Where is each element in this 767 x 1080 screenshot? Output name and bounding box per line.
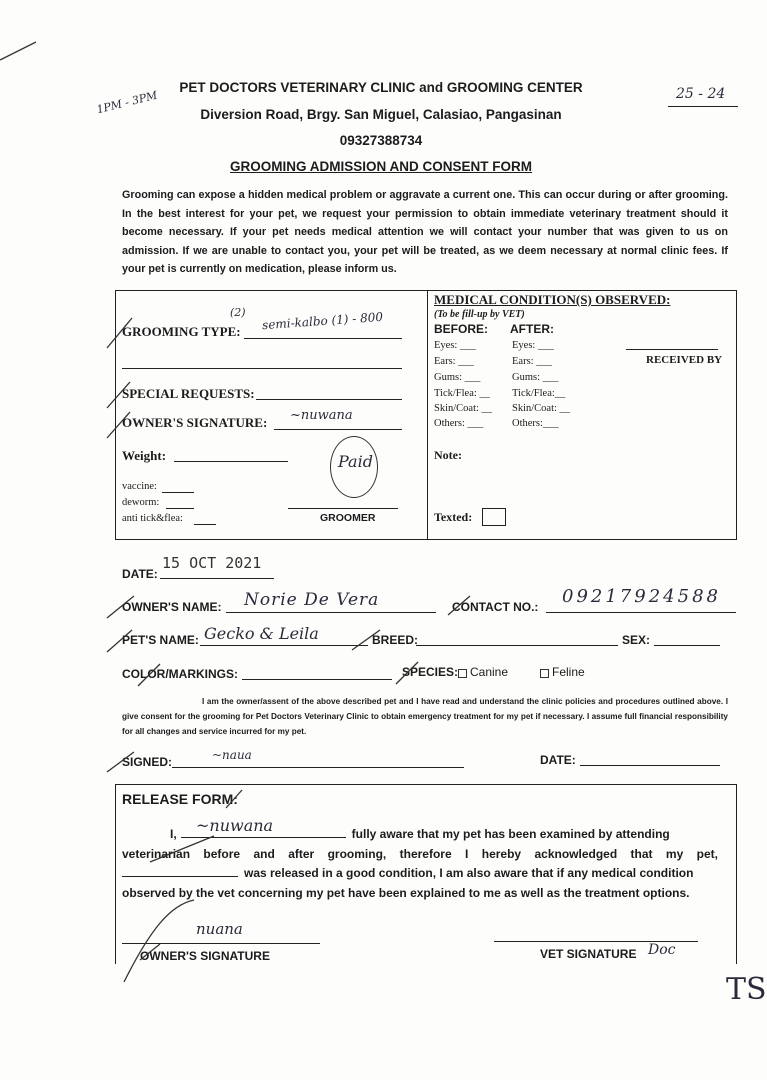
before-item: Skin/Coat: __ <box>434 403 493 414</box>
tick-mark <box>226 790 242 808</box>
release-line-2: veterinarian before and after grooming, therefore I hereby acknowledged that my pet, <box>122 846 718 861</box>
signed-scribble: ~naua <box>212 748 252 762</box>
after-item: Skin/Coat: __ <box>512 403 571 414</box>
before-item: Tick/Flea: __ <box>434 388 490 399</box>
paid-stamp: Paid <box>338 452 373 471</box>
signed-label: SIGNED: <box>122 755 173 769</box>
after-item: Ears: ___ <box>512 356 552 367</box>
sex-label: SEX: <box>622 633 651 647</box>
owner-name-label: OWNER'S NAME: <box>122 600 222 614</box>
signature-stroke <box>124 900 194 982</box>
breed-label: BREED: <box>372 633 419 647</box>
after-item: Others:___ <box>512 418 559 429</box>
before-item: Gums: ___ <box>434 372 481 383</box>
form-title: GROOMING ADMISSION AND CONSENT FORM <box>230 159 532 174</box>
weight-label: Weight: <box>122 448 167 463</box>
owner-name-value: Norie De Vera <box>244 590 380 610</box>
clinic-phone: 09327388734 <box>339 133 423 148</box>
antitick-label: anti tick&flea: <box>122 513 183 524</box>
after-item: Tick/Flea:__ <box>512 388 566 399</box>
tick-mark <box>396 662 418 684</box>
contact-value: 09217924588 <box>562 586 721 607</box>
before-item: Eyes: ___ <box>434 340 476 351</box>
grooming-type-mark: (2) <box>230 306 246 319</box>
color-label: COLOR/MARKINGS: <box>122 667 238 681</box>
vet-signature-value: Doc <box>648 942 676 958</box>
after-label: AFTER: <box>510 322 554 336</box>
contact-label: CONTACT NO.: <box>452 600 539 614</box>
feline-option: Feline <box>552 665 585 679</box>
medical-title: MEDICAL CONDITION(S) OBSERVED: <box>434 292 671 307</box>
canine-option: Canine <box>470 665 509 679</box>
before-item: Others: ___ <box>434 418 484 429</box>
tick-mark <box>107 752 134 772</box>
owner-release-signature-label: OWNER'S SIGNATURE <box>140 949 270 963</box>
tick-mark <box>107 318 132 348</box>
signed-date-label: DATE: <box>540 753 576 767</box>
medical-subtitle: (To be fill-up by VET) <box>434 309 525 320</box>
release-title: RELEASE FORM: <box>122 791 238 807</box>
note-label: Note: <box>434 448 462 462</box>
tick-mark <box>448 596 470 615</box>
release-line-4: observed by the vet concerning my pet have been explained to me as well as the treatment options. <box>122 885 690 900</box>
species-label: SPECIES: <box>402 665 459 679</box>
tick-mark <box>352 630 380 650</box>
release-name-scribble: ~nuwana <box>196 816 274 835</box>
owner-signature-scribble: ~nuwana <box>290 408 353 423</box>
release-prefix: I, <box>170 827 177 841</box>
clinic-name: PET DOCTORS VETERINARY CLINIC and GROOMING CENTER <box>179 80 583 95</box>
tick-mark <box>107 596 134 618</box>
release-line3-text: was released in a good condition, I am also aware that if any medical condition <box>244 866 694 880</box>
pet-name-value: Gecko & Leila <box>204 624 319 643</box>
tick-mark <box>150 836 214 862</box>
margin-stroke <box>0 42 36 60</box>
tick-mark <box>107 382 130 408</box>
owner-release-scribble: nuana <box>196 920 243 938</box>
grooming-type-value: semi-kalbo (1) - 800 <box>261 309 384 333</box>
before-item: Ears: ___ <box>434 356 474 367</box>
texted-label: Texted: <box>434 510 473 524</box>
after-item: Eyes: ___ <box>512 340 554 351</box>
grooming-type-label: GROOMING TYPE: <box>122 324 241 339</box>
groomer-label: GROOMER <box>320 512 376 524</box>
intro-paragraph: Grooming can expose a hidden medical problem or aggravate a current one. This can occur during or after grooming. In the best interest for your pet, we request your permission to obtain immediate veterinary treatment should it become necessary. If your pet needs medical attention we will contact your number that was given to us on admission. If we are unable to contact you, your pet will be treated, as we deem necessary at normal clinic fees. If your pet is currently on medication, please inform us. <box>122 189 728 276</box>
deworm-label: deworm: <box>122 497 160 508</box>
time-note: 1PM - 3PM <box>95 88 159 117</box>
special-requests-label: SPECIAL REQUESTS: <box>122 386 255 401</box>
vaccine-label: vaccine: <box>122 481 157 492</box>
release-line1-text: fully aware that my pet has been examined by attending <box>351 827 670 841</box>
corner-mark: TS <box>726 972 767 1007</box>
vet-signature-label: VET SIGNATURE <box>540 947 637 961</box>
tick-mark <box>107 630 132 652</box>
ticket-number: 25 - 24 <box>676 86 726 102</box>
pet-name-label: PET'S NAME: <box>122 633 199 647</box>
clinic-address: Diversion Road, Brgy. San Miguel, Calasiao, Pangasinan <box>200 107 562 122</box>
owner-signature-label: OWNER'S SIGNATURE: <box>122 415 268 430</box>
after-item: Gums: ___ <box>512 372 559 383</box>
date-value: 15 OCT 2021 <box>162 554 262 572</box>
date-label: DATE: <box>122 567 158 581</box>
received-by-label: RECEIVED BY <box>646 354 723 366</box>
tick-mark <box>138 664 160 686</box>
tick-mark <box>107 412 130 438</box>
consent-paragraph: I am the owner/assent of the above described pet and I have read and understand the clinic policies and procedures outlined above. I give consent for the grooming for Pet Doctors Veterinary Clinic to obtain emergency treatment for my pet if necessary. I assume full financial responsibility for all changes and service incurred for my pet. <box>122 697 728 736</box>
before-label: BEFORE: <box>434 322 488 336</box>
